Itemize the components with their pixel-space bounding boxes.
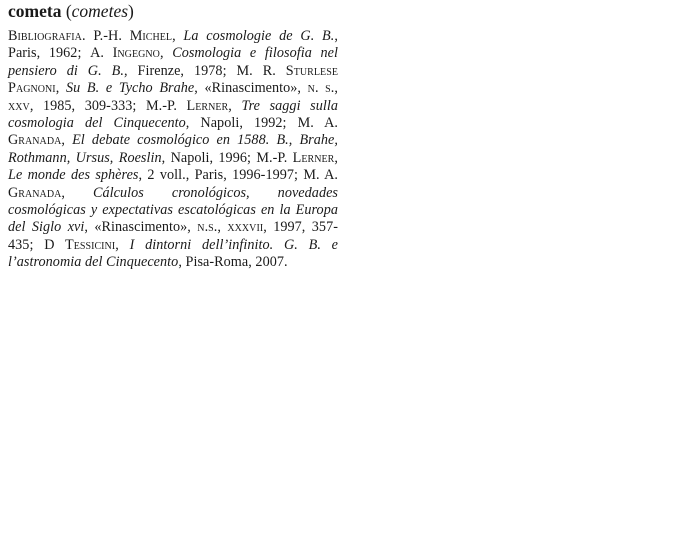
bib-title-5: El debate cosmológico en 1588. B., Brahe, Rothmann, Ursus, Roeslin bbox=[8, 132, 338, 166]
bib-title-1: La cosmologie de G. B. bbox=[183, 28, 335, 44]
headword: cometa bbox=[8, 1, 62, 21]
bib-author-5: M. A. Granada bbox=[8, 115, 339, 149]
dictionary-entry bbox=[8, 0, 338, 272]
bib-title-4: Tre saggi sulla cosmologia del Cinquecento bbox=[8, 97, 338, 132]
bib-details-1: Paris, 1962 bbox=[8, 45, 78, 62]
bib-details-3: n. s., xxv, 1985, 309-333 bbox=[8, 80, 338, 114]
bib-journal-3: «Rinascimento» bbox=[204, 80, 298, 97]
bibliography-paragraph: Bibliografia. P.-H. Michel, La cosmologie de G. B., Paris, 1962; A. Ingegno, Cosmologia e filosofia nel pensiero di G. B., Firenze, 1978; M. R. Sturlese Pagnoni, Su B. e Tycho Brahe, «Rinascimento», n. s., xxv, 1985, 309-333; M.-P. Lerner, Tre saggi sulla cosmologia del Cinquecento, Napoli, 1992; M. A. Granada, El debate cosmológico en 1588. B., Brahe, Rothmann, Ursus, Roeslin, Napoli, 1996; M.-P. Lerner, Le monde des sphères, 2 voll., Paris, 1996-1997; M. A. Granada, Cálculos cronológicos, novedades cosmológicas y expectativas escatológicas en la Europa del Siglo xvi, «Rinascimento», n.s., xxxvii, 1997, 357-435; D Tessicini, I dintorni dell’infinito. G. B. e l’astronomia del Cinquecento, Pisa-Roma, 2007. bbox=[8, 28, 339, 271]
bib-author-3: M. R. Sturlese Pagnoni bbox=[8, 62, 338, 97]
bib-title-8: I dintorni dell’infinito. G. B. e l’astronomia del Cinquecento bbox=[8, 236, 339, 271]
bib-author-7: M. A. Granada bbox=[8, 167, 339, 201]
bib-author-8: D Tessicini bbox=[44, 236, 116, 253]
gloss-open-paren: ( bbox=[65, 1, 72, 21]
bib-title-2: Cosmologia e filosofia nel pensiero di G. B. bbox=[8, 45, 338, 79]
bib-details-6: 2 voll., Paris, 1996-1997 bbox=[147, 167, 295, 184]
entry-heading bbox=[8, 0, 338, 22]
bib-author-4: M.-P. Lerner bbox=[145, 97, 229, 114]
bib-journal-7: «Rinascimento» bbox=[94, 219, 188, 236]
bib-details-5: Napoli, 1996 bbox=[170, 149, 247, 166]
bib-author-6: M.-P. Lerner bbox=[256, 149, 335, 166]
bib-title-7: Cálculos cronológicos, novedades cosmológicas y expectativas escatológicas en la Europa del Siglo xvi bbox=[8, 184, 339, 236]
bib-details-7: n.s., xxxvii, 1997, 357-435 bbox=[8, 219, 338, 253]
bib-details-8: Pisa-Roma, 2007 bbox=[185, 254, 284, 271]
bib-details-4: Napoli, 1992 bbox=[200, 115, 283, 132]
headword-gloss: cometes bbox=[71, 1, 129, 21]
bib-author-1: P.-H. Michel bbox=[93, 28, 173, 44]
gloss-close-paren: ) bbox=[128, 1, 134, 21]
bib-details-2: Firenze, 1978 bbox=[137, 62, 223, 79]
bib-author-2: A. Ingegno bbox=[90, 45, 160, 62]
bib-title-3: Su B. e Tycho Brahe bbox=[65, 80, 195, 97]
bibliography-label: Bibliografia. bbox=[8, 28, 86, 44]
bib-title-6: Le monde des sphères bbox=[8, 167, 139, 184]
